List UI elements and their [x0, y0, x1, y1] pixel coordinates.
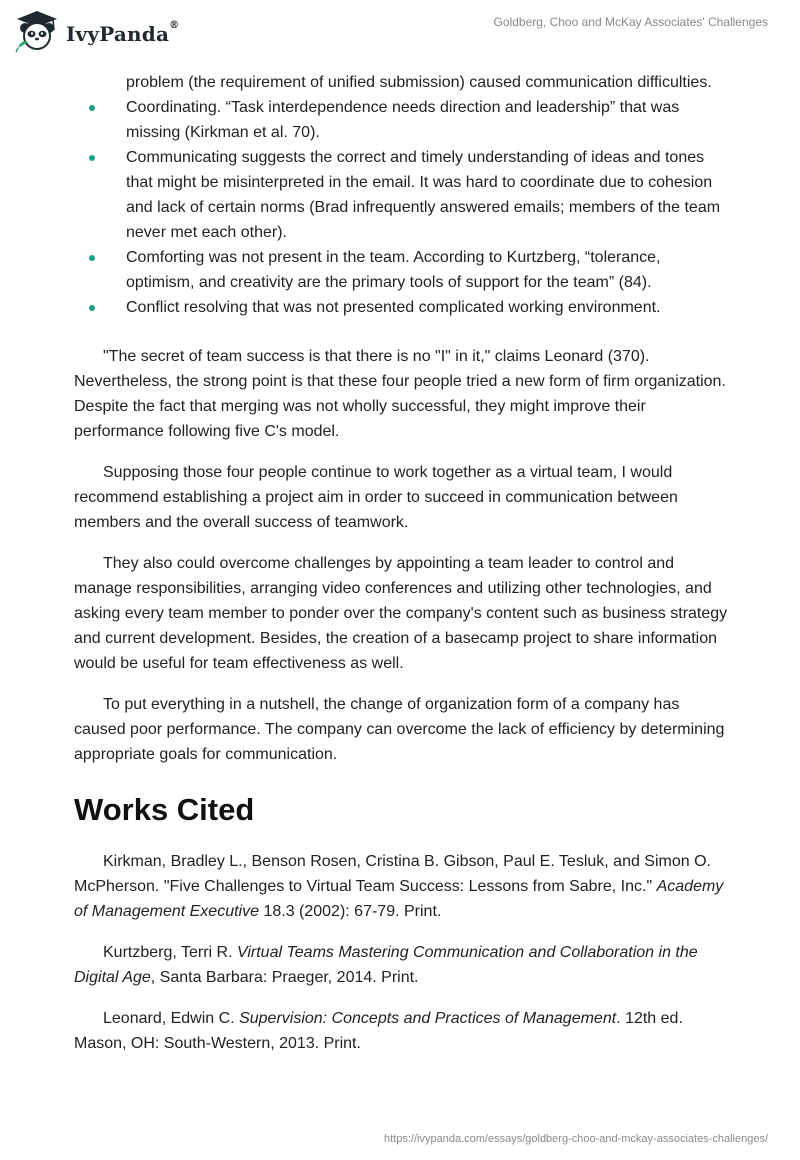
list-item-text: Conflict resolving that was not presented complicated working environment.	[126, 299, 661, 316]
citation-text: 18.3 (2002): 67-79. Print.	[259, 903, 442, 920]
citation-text: Leonard, Edwin C.	[103, 1010, 240, 1027]
bullet-dot-icon	[89, 105, 95, 111]
logo-wordmark: IvyPanda®	[66, 19, 180, 46]
citation-source-title: Virtual Teams Mastering Communication and Collaboration in the Digital Age	[74, 944, 698, 986]
citation-entry	[74, 1006, 730, 1056]
bullet-dot-icon	[89, 155, 95, 161]
bullet-continuation-text: problem (the requirement of unified submission) caused communication difficulties.	[126, 74, 712, 91]
list-item	[74, 295, 730, 320]
citation-source-title: Academy of Management Executive	[74, 878, 724, 920]
list-item-text: Coordinating. “Task interdependence needs direction and leadership” that was missing (Kirkman et al. 70).	[126, 99, 680, 141]
list-item	[74, 245, 730, 295]
citation-text: Kurtzberg, Terri R.	[103, 944, 237, 961]
bullet-dot-icon	[89, 255, 95, 261]
five-cs-bullet-list	[74, 95, 730, 320]
list-item	[74, 145, 730, 245]
essay-body	[74, 70, 730, 1056]
essay-header-title: Goldberg, Choo and McKay Associates' Challenges	[493, 15, 768, 29]
panda-graduate-icon	[14, 8, 60, 59]
bullet-dot-icon	[89, 305, 95, 311]
citation-source-title: Supervision: Concepts and Practices of Management	[239, 1010, 617, 1027]
citation-entry	[74, 849, 730, 924]
list-item	[74, 95, 730, 145]
ivypanda-logo[interactable]	[14, 8, 179, 59]
body-paragraph: They also could overcome challenges by appointing a team leader to control and manage responsibilities, arranging video conferences and utilizing other technologies, and asking every team member to ponder over the company's content such as business strategy and current development. Besides, the creation of a basecamp project to share information would be useful for team effectiveness as well.	[74, 555, 728, 672]
body-paragraph: Supposing those four people continue to work together as a virtual team, I would recommend establishing a project aim in order to succeed in communication between members and the overall success of teamwork.	[74, 464, 678, 531]
citation-text: , Santa Barbara: Praeger, 2014. Print.	[150, 969, 419, 986]
works-cited-heading: Works Cited	[74, 792, 255, 827]
citation-text: Kirkman, Bradley L., Benson Rosen, Cristina B. Gibson, Paul E. Tesluk, and Simon O. McPherson. "Five Challenges to Virtual Team Success: Lessons from Sabre, Inc."	[74, 853, 711, 895]
citation-entry	[74, 940, 730, 990]
body-paragraph: To put everything in a nutshell, the change of organization form of a company has caused poor performance. The company can overcome the lack of efficiency by determining appropriate goals for communication.	[74, 696, 725, 763]
page-header	[0, 0, 800, 64]
list-item-text: Communicating suggests the correct and timely understanding of ideas and tones that might be misinterpreted in the email. It was hard to coordinate due to cohesion and lack of certain norms (Brad infrequently answered emails; members of the team never met each other).	[126, 149, 721, 241]
citation-text: . 12th ed. Mason, OH: South-Western, 2013. Print.	[74, 1010, 683, 1052]
body-paragraph: "The secret of team success is that there is no "I" in it," claims Leonard (370). Nevertheless, the strong point is that these four people tried a new form of firm organization. Despite the fact that merging was not wholly successful, they might improve their performance following five C's model.	[74, 348, 726, 440]
source-url-link[interactable]: https://ivypanda.com/essays/goldberg-choo-and-mckay-associates-challenges/	[384, 1133, 768, 1145]
list-item-text: Comforting was not present in the team. According to Kurtzberg, “tolerance, optimism, and creativity are the primary tools of support for the team” (84).	[126, 249, 661, 291]
